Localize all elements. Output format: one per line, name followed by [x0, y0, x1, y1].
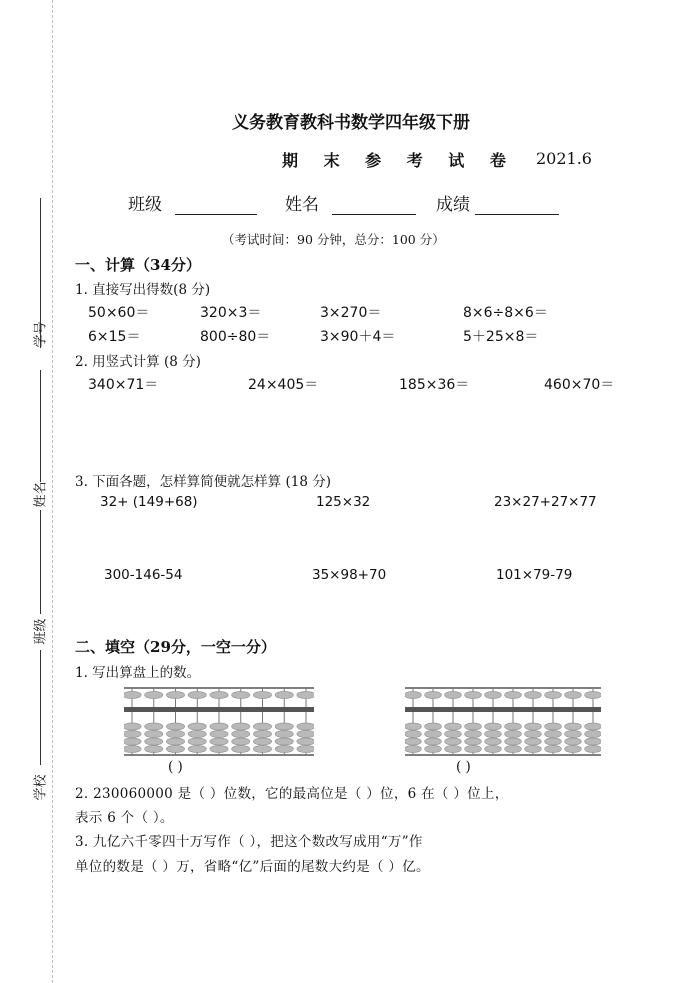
- abacus-bead: [525, 723, 542, 730]
- abacus-bead: [188, 723, 206, 730]
- abacus-bead: [145, 691, 163, 698]
- abacus-left-answer[interactable]: ( ): [168, 759, 183, 775]
- q2-expr: 185×36＝: [399, 377, 470, 393]
- abacus-bead: [166, 730, 184, 737]
- name-margin-label: 姓名: [33, 481, 49, 508]
- class-blank[interactable]: [175, 198, 257, 215]
- class-field: [128, 190, 257, 215]
- fill-q3-line1: 3. 九亿六千零四十万写作（ ），把这个数改写成用“万”作: [75, 834, 423, 850]
- q2-expr: 460×70＝: [544, 377, 615, 393]
- abacus-bead: [232, 691, 250, 698]
- abacus-bead: [445, 738, 462, 745]
- class-line: [40, 510, 41, 614]
- q1-title: 1. 直接写出得数(8 分): [75, 282, 211, 298]
- section2-title: 二、填空（29分，一空一分）: [75, 638, 276, 656]
- abacus-bead: [210, 730, 228, 737]
- exam-subtitle: 期 末 参 考 试 卷: [282, 151, 516, 170]
- q1-expr: 8×6÷8×6＝: [463, 305, 548, 321]
- abacus-bead: [253, 745, 271, 752]
- abacus-bead: [485, 738, 502, 745]
- abacus-bead: [465, 738, 482, 745]
- abacus-bead: [425, 745, 442, 752]
- abacus-bead: [425, 730, 442, 737]
- abacus-bead: [297, 723, 314, 730]
- abacus-bead: [166, 738, 184, 745]
- abacus-bead: [253, 730, 271, 737]
- abacus-bead: [188, 738, 206, 745]
- abacus-bead: [124, 691, 141, 698]
- q3-expr: 32+ (149+68): [100, 494, 198, 510]
- abacus-bead: [145, 730, 163, 737]
- section1-title: 一、计算（34分）: [75, 256, 201, 274]
- abacus-bead: [145, 745, 163, 752]
- q3-title: 3. 下面各题，怎样算简便就怎样算 (18 分): [75, 474, 331, 490]
- fill-q1-title: 1. 写出算盘上的数。: [75, 665, 201, 681]
- abacus-bead: [253, 723, 271, 730]
- abacus-bead: [275, 730, 293, 737]
- q1-expr: 800÷80＝: [200, 329, 271, 345]
- abacus-bead: [124, 738, 141, 745]
- abacus-bead: [565, 738, 582, 745]
- q1-expr: 3×90＋4＝: [320, 329, 396, 345]
- abacus-bead: [210, 691, 228, 698]
- abacus-bead: [275, 691, 293, 698]
- abacus-right-answer[interactable]: ( ): [456, 759, 471, 775]
- abacus-bead: [485, 730, 502, 737]
- fill-q2-line2: 表示 6 个（ ）。: [75, 810, 174, 826]
- abacus-bead: [445, 723, 462, 730]
- abacus-bead: [145, 738, 163, 745]
- fill-q2-line1: 2. 230060000 是（ ）位数，它的最高位是（ ）位，6 在（ ）位上，: [75, 786, 509, 802]
- abacus-bead: [275, 723, 293, 730]
- abacus-bead: [485, 723, 502, 730]
- abacus-bead: [425, 738, 442, 745]
- abacus-bead: [425, 691, 442, 698]
- abacus-bead: [565, 723, 582, 730]
- abacus-right: [405, 683, 601, 759]
- abacus-bead: [465, 723, 482, 730]
- abacus-bead: [232, 745, 250, 752]
- student-id-label: 学号: [33, 321, 49, 348]
- abacus-bead: [253, 738, 271, 745]
- abacus-bead: [545, 730, 562, 737]
- abacus-bead: [585, 723, 601, 730]
- abacus-bead: [405, 723, 421, 730]
- abacus-bead: [210, 738, 228, 745]
- abacus-bead: [425, 723, 442, 730]
- abacus-bead: [505, 730, 522, 737]
- name-line: [40, 370, 41, 482]
- abacus-bead: [405, 738, 421, 745]
- q2-expr: 340×71＝: [88, 377, 159, 393]
- abacus-bead: [565, 691, 582, 698]
- abacus-bead: [585, 738, 601, 745]
- abacus-bead: [188, 691, 206, 698]
- class-margin-label: 班级: [33, 618, 49, 645]
- abacus-bead: [525, 738, 542, 745]
- abacus-bead: [124, 745, 141, 752]
- abacus-bead: [253, 691, 271, 698]
- abacus-bead: [545, 745, 562, 752]
- abacus-bead: [275, 745, 293, 752]
- abacus-bead: [166, 745, 184, 752]
- abacus-bead: [505, 738, 522, 745]
- abacus-bead: [297, 738, 314, 745]
- abacus-bead: [405, 730, 421, 737]
- abacus-bead: [124, 730, 141, 737]
- abacus-bead: [585, 730, 601, 737]
- abacus-bead: [405, 691, 421, 698]
- abacus-bead: [525, 745, 542, 752]
- abacus-bead: [565, 730, 582, 737]
- abacus-bead: [485, 745, 502, 752]
- abacus-bead: [585, 691, 601, 698]
- abacus-bead: [188, 730, 206, 737]
- q1-expr: 6×15＝: [88, 329, 141, 345]
- q2-expr: 24×405＝: [248, 377, 319, 393]
- page-title: 义务教育教科书数学四年级下册: [232, 113, 470, 133]
- abacus-bead: [445, 730, 462, 737]
- abacus-bead: [485, 691, 502, 698]
- abacus-beam: [405, 707, 601, 712]
- q1-expr: 50×60＝: [88, 305, 150, 321]
- abacus-bead: [232, 738, 250, 745]
- name-label: 姓名: [285, 195, 319, 215]
- fill-q3-line2: 单位的数是（ ）万，省略“亿”后面的尾数大约是（ ）亿。: [75, 859, 430, 875]
- abacus-bead: [445, 745, 462, 752]
- abacus-bead: [232, 723, 250, 730]
- q1-expr: 5＋25×8＝: [463, 329, 539, 345]
- abacus-bead: [505, 723, 522, 730]
- abacus-bead: [297, 730, 314, 737]
- score-label: 成绩: [436, 195, 470, 215]
- abacus-bead: [166, 723, 184, 730]
- q3-expr: 23×27+27×77: [494, 494, 597, 510]
- school-line: [40, 650, 41, 765]
- abacus-bead: [505, 691, 522, 698]
- q3-expr: 125×32: [316, 494, 371, 510]
- abacus-bead: [565, 745, 582, 752]
- binding-dashed-line: [52, 0, 53, 983]
- abacus-bead: [505, 745, 522, 752]
- abacus-bead: [297, 691, 314, 698]
- abacus-beam: [124, 707, 314, 712]
- school-label: 学校: [33, 774, 49, 801]
- exam-note: （考试时间：90 分钟，总分：100 分）: [222, 232, 445, 247]
- abacus-bead: [465, 730, 482, 737]
- abacus-left: [124, 683, 314, 759]
- abacus-bead: [166, 691, 184, 698]
- abacus-bead: [545, 691, 562, 698]
- score-field: [436, 190, 559, 215]
- abacus-bead: [232, 730, 250, 737]
- q2-title: 2. 用竖式计算 (8 分): [75, 354, 201, 370]
- abacus-bead: [275, 738, 293, 745]
- abacus-bead: [465, 745, 482, 752]
- abacus-bead: [465, 691, 482, 698]
- abacus-bead: [297, 745, 314, 752]
- abacus-bead: [545, 738, 562, 745]
- abacus-bead: [210, 723, 228, 730]
- abacus-bead: [445, 691, 462, 698]
- abacus-bead: [124, 723, 141, 730]
- abacus-bead: [585, 745, 601, 752]
- abacus-bead: [525, 730, 542, 737]
- abacus-bead: [405, 745, 421, 752]
- name-field: [285, 190, 416, 215]
- q3-expr: 101×79-79: [496, 567, 573, 583]
- abacus-bead: [145, 723, 163, 730]
- score-blank[interactable]: [475, 198, 559, 215]
- q3-expr: 35×98+70: [312, 567, 387, 583]
- name-blank[interactable]: [332, 198, 416, 215]
- q1-expr: 320×3＝: [200, 305, 262, 321]
- exam-date: 2021.6: [536, 149, 592, 168]
- abacus-bead: [188, 745, 206, 752]
- class-label: 班级: [128, 195, 162, 215]
- q3-expr: 300-146-54: [104, 567, 183, 583]
- abacus-bead: [525, 691, 542, 698]
- abacus-bead: [545, 723, 562, 730]
- abacus-bead: [210, 745, 228, 752]
- q1-expr: 3×270＝: [320, 305, 382, 321]
